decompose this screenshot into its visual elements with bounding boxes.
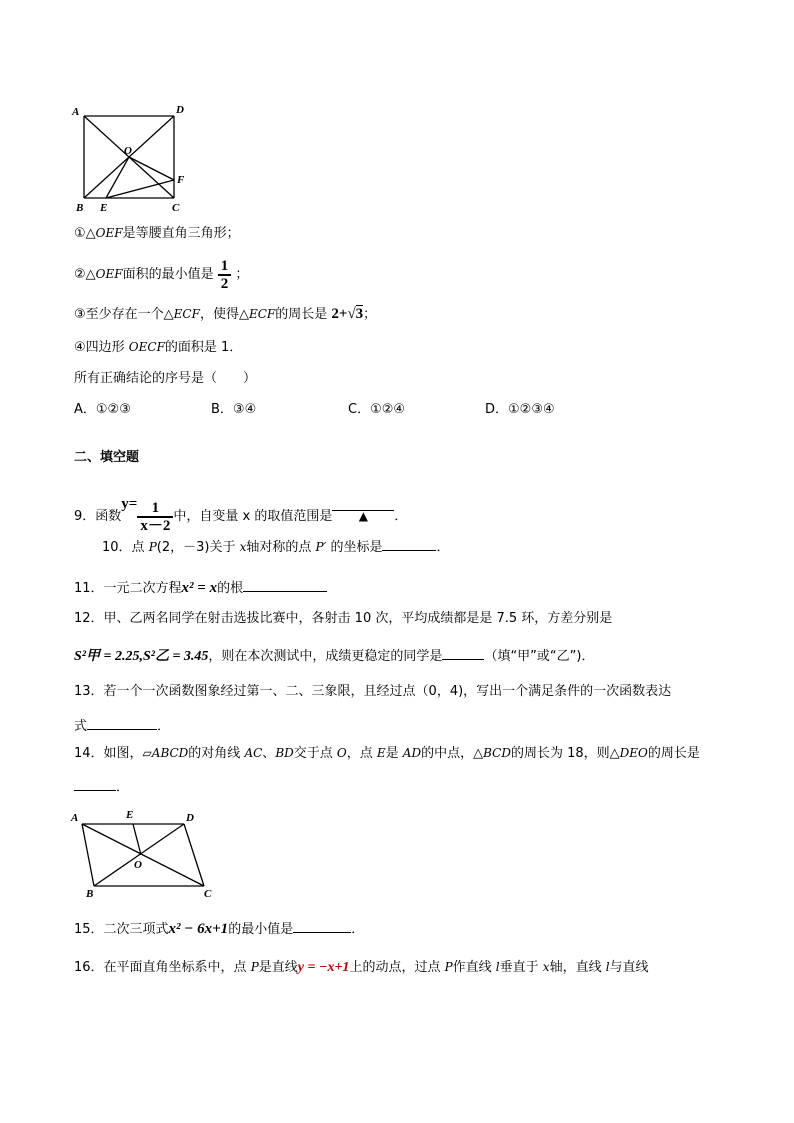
conclusion-3-var1: ECF [173,307,200,321]
q14-o: O [336,746,347,760]
conclusion-2-suffix: ； [235,267,249,282]
question-13-line1: 13．若一个一次函数图象经过第一、二、三象限，且经过点（0，4)，写出一个满足条件的一次函数表达 [74,684,672,699]
q16-p4: 作直线 [452,960,496,975]
q10-p1: 10．点 [102,540,149,555]
figure-rectangle-abcd [66,100,196,220]
conclusion-3-mid2: 的周长是 [275,307,328,322]
q10-var-x: x [239,540,247,554]
q9-suffix: ． [394,509,408,524]
q16-var-p: P [250,960,259,974]
option-c[interactable]: C．①②④ [348,402,406,417]
diagonal-ac [82,824,204,886]
q14-p1: 14．如图， [74,746,143,761]
fraction-num: 1 [218,258,232,276]
q12-line2: ，则在本次测试中，成绩更稳定的同学是 [208,649,443,664]
fraction-den: 2 [220,275,229,292]
q10-p3: 轴对称的点 [246,540,316,555]
q16-p2: 是直线 [258,960,298,975]
q9-answer-blank[interactable] [332,496,394,523]
conclusion-2-mid: 面积的最小值是 [122,267,214,282]
conclusion-3-suffix: ； [363,307,377,322]
q16-p3: 上的动点，过点 [349,960,445,975]
q10-p4: 的坐标是 [326,540,383,555]
label-b: B [76,202,84,214]
q15-prefix: 15．二次三项式 [74,922,169,937]
conclusion-4-suffix: 的面积是 1． [164,340,243,355]
q14-e: E [376,746,386,760]
q14-ad: AD [402,746,422,760]
section-title: 二、填空题 [74,450,140,465]
q16-line-expr: y = −x+1 [297,960,350,975]
q14-deo: DEO [619,746,648,760]
question-14-line1 [74,744,700,763]
expr-b: 3 [355,306,364,322]
label-a: A [72,106,80,118]
label-f: F [177,174,185,186]
q16-var-x: x [542,960,550,974]
question-prompt: 所有正确结论的序号是（ ） [74,371,257,386]
question-10 [102,536,449,557]
q16-var-l: l [495,960,500,974]
label-c: C [172,202,180,214]
label-c: C [204,888,212,900]
figure-parallelogram-abcd [66,804,226,900]
q14-p8: 的周长为 18，则△ [510,746,620,761]
q13-suffix: ． [157,719,171,734]
q14-p2: 的对角线 [188,746,245,761]
q11-prefix: 11．一元二次方程 [74,581,182,596]
label-a: A [71,812,79,824]
q14-answer-blank[interactable] [74,776,116,791]
conclusion-1-var: OEF [95,226,123,240]
q9-prefix: 9．函数 [74,509,122,524]
q16-p6: 轴，直线 [549,960,606,975]
triangle-icon: ▲ [358,509,368,523]
q12-line2-end: （填“甲”或“乙”)． [484,649,595,664]
diagonal-bd [94,824,184,886]
q16-p7: 与直线 [609,960,649,975]
question-11 [74,576,327,601]
q14-p5: ，点 [346,746,377,761]
q10-suffix: ． [436,540,450,555]
conclusion-1-suffix: 是等腰直角三角形； [122,226,240,241]
q14-bd: BD [275,746,294,760]
q10-var-p2: P′ [315,540,327,554]
q13-line2: 式 [74,719,88,734]
conclusion-2 [74,254,248,295]
conclusion-3-prefix: ③至少存在一个△ [74,307,174,322]
q16-p5: 垂直于 [499,960,543,975]
q13-answer-blank[interactable] [87,715,157,730]
conclusion-4-var: OECF [128,340,165,354]
label-b: B [86,888,94,900]
conclusion-4-prefix: ④四边形 [74,340,129,355]
q11-answer-blank[interactable] [243,577,327,592]
q15-expr: x² − 6x+1 [168,921,229,937]
q9-den: x－2 [140,517,171,534]
conclusion-2-var: OEF [95,267,123,281]
q15-answer-blank[interactable] [293,918,351,933]
question-12-line1: 12．甲、乙两名同学在射击选拔比赛中，各射击 10 次，平均成绩都是是 7.5 环，方差分别是 [74,611,613,626]
q14-parallelogram: ▱ABCD [142,746,189,760]
q10-answer-blank[interactable] [382,536,436,551]
conclusion-3-var2: ECF [248,307,276,321]
perimeter-expr [331,305,363,322]
conclusion-2-prefix: ②△ [74,267,96,282]
q14-bcd: BCD [483,746,511,760]
expr-a: 2+ [331,306,348,322]
label-o: O [134,859,142,871]
q9-y: y= [121,496,138,512]
conclusion-3-mid: ，使得△ [199,307,249,322]
segment-of [129,157,174,180]
side-ab [82,824,94,886]
option-a[interactable]: A．①②③ [74,402,131,417]
fraction-one-half [218,258,232,292]
option-b[interactable]: B．③④ [211,402,257,417]
q10-p2: (2，－3)关于 [156,540,240,555]
q11-expr: x² = x [181,580,218,596]
q14-p7: 的中点，△ [421,746,484,761]
q14-p3: 、 [262,746,276,761]
q16-var-p2: P [444,960,453,974]
segment-oe [106,157,129,198]
label-e: E [100,202,108,214]
label-e: E [126,809,134,821]
question-13-line2 [74,715,170,736]
conclusion-1 [74,224,240,243]
label-d: D [176,104,184,116]
conclusion-3 [74,305,376,324]
question-14-line2 [74,776,129,797]
q12-variance-expr: S²甲 = 2.25,S²乙 = 3.45 [74,649,209,664]
q14-ac: AC [244,746,263,760]
q9-mid: 中，自变量 x 的取值范围是 [173,509,333,524]
q12-answer-blank[interactable] [442,645,484,660]
q9-fraction [137,500,173,534]
q16-p1: 16．在平面直角坐标系中，点 [74,960,251,975]
q16-var-l2: l [605,960,610,974]
q10-var-p: P [148,540,157,554]
sqrt-icon: √ [347,306,356,322]
label-o: O [124,145,132,157]
question-9 [74,484,407,537]
q14-p4: 交于点 [293,746,337,761]
conclusion-1-prefix: ①△ [74,226,96,241]
q15-end: ． [351,922,365,937]
q9-num: 1 [137,500,173,518]
question-15 [74,917,364,942]
label-d: D [186,812,194,824]
conclusion-4 [74,338,242,357]
q11-suffix: 的根 [217,581,244,596]
option-d[interactable]: D．①②③④ [485,402,555,417]
question-12-line2 [74,645,594,669]
q14-p6: 是 [385,746,403,761]
q15-suffix: 的最小值是 [228,922,294,937]
q14-p9: 的周长是 [647,746,700,761]
q14-suffix: ． [116,780,130,795]
question-16 [74,955,649,980]
